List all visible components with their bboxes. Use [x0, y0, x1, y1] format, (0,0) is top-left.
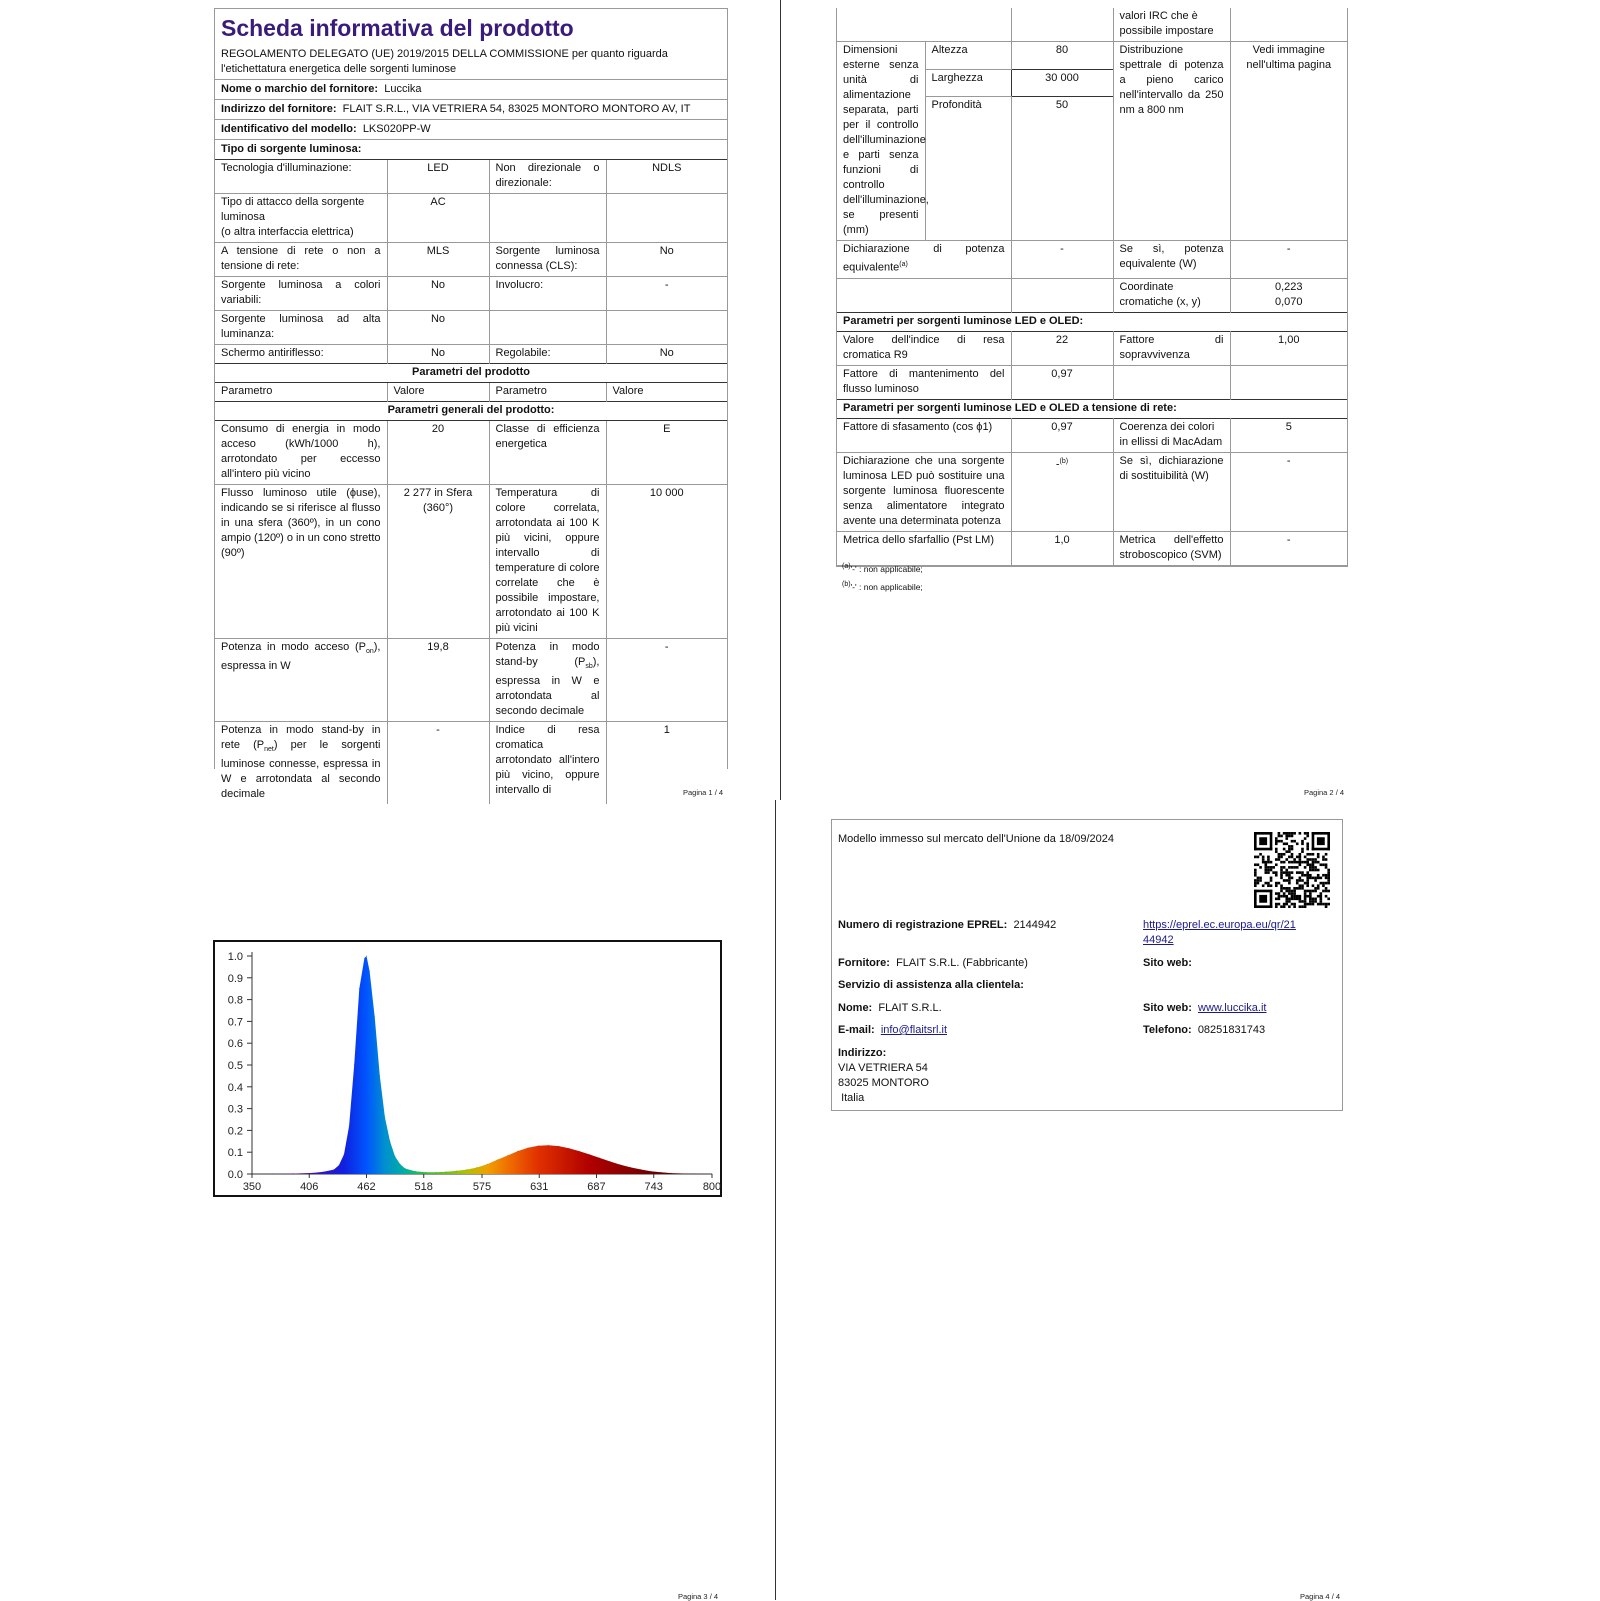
section-header: Parametri per sorgenti luminose LED e OLED a tensione di rete: — [837, 399, 1347, 418]
cell-value: No — [606, 243, 727, 277]
cell-label: Dichiarazione che una sorgente luminosa LED può sostituire una sorgente luminosa fluorescente senza alimentatore integrato avente una determinata potenza — [837, 452, 1011, 531]
data-point — [251, 1173, 252, 1174]
cell-label: Involucro: — [489, 277, 606, 311]
page-2 — [836, 8, 1348, 567]
data-point — [338, 1165, 339, 1166]
y-tick-label: 0.0 — [227, 1169, 243, 1181]
cell-label: Tipo di attacco della sorgente luminosa (o altra interfaccia elettrica) — [215, 194, 387, 243]
column-header-row — [215, 383, 727, 402]
market-date: Modello immesso sul mercato dell'Unione da 18/09/2024 — [838, 833, 1115, 845]
data-point — [292, 1173, 293, 1174]
cell-label: Sorgente luminosa a colori variabili: — [215, 277, 387, 311]
x-tick-label: 350 — [242, 1181, 262, 1193]
data-point — [425, 1172, 426, 1173]
y-tick-label: 0.6 — [227, 1038, 243, 1051]
cell-value: 0,97 — [1011, 418, 1113, 452]
y-tick-label: 0.7 — [227, 1016, 243, 1029]
address-block: Indirizzo: VIA VETRIERA 54 83025 MONTORO Italia — [838, 1047, 929, 1104]
y-tick-label: 1.0 — [227, 951, 243, 963]
table-row — [215, 345, 727, 364]
data-point — [497, 1159, 498, 1160]
data-point — [395, 1156, 396, 1157]
cell-value: E — [606, 421, 727, 485]
cell-label: A tensione di rete o non a tensione di rete: — [215, 243, 387, 277]
cell-value: 1 — [606, 722, 727, 805]
y-tick-label: 0.5 — [227, 1060, 243, 1072]
cell-label: Coerenza dei colori in ellissi di MacAdam — [1113, 418, 1230, 452]
y-tick-label: 0.9 — [227, 972, 243, 985]
name-row: Nome: FLAIT S.R.L. — [838, 1002, 942, 1014]
cell-label: Temperatura di colore correlata, arrotondata ai 100 K più vicini, oppure intervallo di temperature di colore correlate che è possibile impostare, arrotondato ai 100 K più vicini — [489, 485, 606, 639]
cell-value: 0,97 — [1011, 365, 1113, 399]
data-point — [487, 1164, 488, 1165]
data-point — [599, 1157, 600, 1158]
column-header: Parametro — [221, 385, 273, 397]
light-source-table — [215, 160, 727, 804]
cell-label — [489, 311, 606, 345]
data-point — [507, 1155, 508, 1156]
cell-label: Fattore di mantenimento del flusso luminoso — [837, 365, 1011, 399]
spectrum-area — [252, 956, 712, 1174]
cell-value: 5 — [1230, 418, 1347, 452]
data-point — [476, 1167, 477, 1168]
cell-value: No — [387, 277, 489, 311]
page-number: Pagina 2 / 4 — [1304, 788, 1345, 797]
data-point — [400, 1164, 401, 1165]
cell-value: No — [387, 345, 489, 364]
cell-value: 1,00 — [1230, 331, 1347, 365]
x-tick-label: 406 — [300, 1181, 319, 1193]
cell-label: Fattore di sopravvivenza — [1113, 331, 1230, 365]
table-row — [215, 311, 727, 345]
customer-service-label: Servizio di assistenza alla clientela: — [838, 979, 1024, 991]
cell-label: Sorgente luminosa ad alta luminanza: — [215, 311, 387, 345]
cell-label: Potenza in modo stand-by $(P_{sb})$, espressa in W e arrotondata al secondo decimale — [489, 639, 606, 722]
data-point — [579, 1151, 580, 1152]
spectral-distribution-chart — [213, 940, 722, 1197]
table-row — [837, 365, 1347, 399]
data-point — [589, 1154, 590, 1155]
data-point — [354, 1064, 355, 1065]
cell-label: Valore dell'indice di resa cromatica R9 — [843, 333, 1005, 361]
cell-label: Non direzionale o direzionale: — [489, 160, 606, 194]
table-row — [837, 531, 1347, 565]
cell-value: - — [1230, 241, 1347, 279]
data-point — [568, 1148, 569, 1149]
table-row — [215, 722, 727, 805]
cell-value: No — [606, 345, 727, 364]
x-tick-label: 462 — [357, 1181, 376, 1193]
y-tick-label: 0.1 — [227, 1147, 243, 1160]
dimension-label: Larghezza — [925, 69, 1011, 97]
cell-value: 0,223 0,070 — [1230, 278, 1347, 312]
table-row — [837, 42, 1347, 70]
cell-value — [606, 311, 727, 345]
data-point — [630, 1167, 631, 1168]
website-label: Sito web: — [1143, 957, 1192, 969]
cell-label: Distribuzione spettrale di potenza a pieno carico nell'intervallo da 250 nm a 800 nm — [1113, 42, 1230, 241]
model-id: LKS020PP-W — [362, 123, 431, 135]
cell-value: No — [387, 311, 489, 345]
cell-value: 1,0 — [1011, 531, 1113, 565]
page-divider — [775, 800, 776, 1600]
data-point — [366, 955, 367, 956]
data-point — [364, 958, 365, 959]
cell-label: Classe di efficienza energetica — [489, 421, 606, 485]
column-header: Parametro — [489, 383, 606, 402]
cell-value: - — [1230, 531, 1347, 565]
data-point — [389, 1141, 390, 1142]
data-point — [323, 1171, 324, 1172]
supplier-name-label: Nome o marchio del fornitore: — [221, 83, 379, 95]
cell-label: Se sì, potenza equivalente (W) — [1113, 241, 1230, 279]
data-point — [558, 1146, 559, 1147]
parameters-table — [837, 8, 1347, 566]
data-point — [369, 971, 370, 972]
website-row: Sito web: www.luccika.it — [1143, 1002, 1267, 1014]
cell-label: Metrica dello sfarfallio (Pst LM) — [837, 531, 1011, 565]
cell-value: 10 000 — [606, 485, 727, 639]
cell-label: Se sì, dichiarazione di sostituibilità (W) — [1113, 452, 1230, 531]
footnote-b: $^{(b)}$'-' : non applicabile; — [842, 581, 923, 592]
chart-axes — [228, 951, 721, 1193]
data-point — [374, 1016, 375, 1017]
cell-label: Sorgente luminosa connessa (CLS): — [489, 243, 606, 277]
y-tick-label: 0.2 — [227, 1125, 243, 1138]
data-point — [349, 1125, 350, 1126]
table-row — [215, 421, 727, 485]
cell-value: AC — [387, 194, 489, 243]
cell-value: LED — [387, 160, 489, 194]
cell-label: Regolabile: — [489, 345, 606, 364]
cell-value — [606, 194, 727, 243]
table-row — [215, 277, 727, 311]
email-link[interactable]: info@flaitsrl.it — [880, 1024, 947, 1036]
cell-label: Indice di resa cromatica arrotondato all'intero più vicino, oppure intervallo di — [489, 722, 606, 805]
cell-label: Metrica dell'effetto stroboscopico (SVM) — [1113, 531, 1230, 565]
x-tick-label: 631 — [530, 1181, 549, 1193]
chart-svg — [215, 942, 720, 1195]
data-point — [272, 1173, 273, 1174]
cell-label: Tecnologia d'illuminazione: — [221, 162, 352, 174]
column-header: Valore — [387, 383, 489, 402]
supplier-row: Fornitore: FLAIT S.R.L. (Fabbricante) — [838, 957, 1028, 969]
section-header: Parametri generali del prodotto: — [215, 402, 727, 421]
data-point — [711, 1173, 712, 1174]
cell-value: - — [387, 722, 489, 805]
data-point — [466, 1169, 467, 1170]
page-number: Pagina 1 / 4 — [683, 788, 724, 797]
cell-label: Potenza in modo acceso $(P_{on})$, espressa in W — [215, 639, 387, 722]
x-tick-label: 800 — [702, 1181, 722, 1193]
cell-label: Dimensioni esterne senza unità di alimentazione separata, parti per il controllo dell'illuminazione e parti senza funzioni di controllo dell'illuminazione, se presenti (mm) — [837, 42, 925, 241]
table-row — [837, 452, 1347, 531]
phone-row: Telefono: 08251831743 — [1143, 1024, 1266, 1036]
cell-value: NDLS — [606, 160, 727, 194]
data-point — [660, 1172, 661, 1173]
cell-label — [489, 194, 606, 243]
cell-value: - — [606, 639, 727, 722]
data-point — [671, 1173, 672, 1174]
supplier-address-label: Indirizzo del fornitore: — [221, 103, 337, 115]
website-link[interactable]: www.luccika.it — [1198, 1002, 1267, 1014]
qr-code-icon[interactable] — [1254, 832, 1330, 908]
dimension-value: 80 — [1011, 42, 1113, 70]
data-point — [456, 1170, 457, 1171]
email-row: E-mail: info@flaitsrl.it — [838, 1024, 947, 1036]
section-header: Parametri per sorgenti luminose LED e OLED: — [837, 312, 1347, 331]
data-point — [379, 1075, 380, 1076]
data-point — [691, 1173, 692, 1174]
table-row — [837, 331, 1347, 365]
data-point — [384, 1117, 385, 1118]
cell-label: Dichiarazione di potenza equivalente$^{(a)}$ — [837, 241, 1011, 279]
data-point — [538, 1145, 539, 1146]
model-label: Identificativo del modello: — [221, 123, 357, 135]
table-row — [837, 278, 1347, 312]
data-point — [405, 1168, 406, 1169]
table-row — [837, 241, 1347, 279]
eprel-row: Numero di registrazione EPREL: 2144942 — [838, 919, 1057, 931]
data-point — [359, 988, 360, 989]
section-header: Parametri del prodotto — [215, 364, 727, 383]
table-row — [215, 243, 727, 277]
cell-label: Fattore di sfasamento (cos ϕ1) — [843, 420, 993, 433]
supplier-name-row — [215, 79, 727, 99]
page-title: Scheda informativa del prodotto — [221, 15, 574, 41]
supplier-name: Luccika — [384, 83, 422, 95]
cell-label: valori IRC che è possibile impostare — [1113, 8, 1230, 42]
data-point — [333, 1169, 334, 1170]
cell-value: - — [1230, 452, 1347, 531]
cell-label: Consumo di energia in modo acceso (kWh/1000 h), arrotondato per eccesso all'intero più vicino — [221, 423, 381, 480]
dimension-value: 50 — [1011, 97, 1113, 241]
cell-label: Coordinate cromatiche (x, y) — [1113, 278, 1230, 312]
type-row — [215, 139, 727, 160]
model-row — [215, 119, 727, 139]
table-row — [215, 160, 727, 194]
cell-label: Schermo antiriflesso: — [215, 345, 387, 364]
eprel-link[interactable]: https://eprel.ec.europa.eu/qr/21 44942 — [1143, 919, 1296, 946]
cell-value: 22 — [1011, 331, 1113, 365]
cell-label: Flusso luminoso utile (ϕuse), indicando se si riferisce al flusso in una sfera (360º), in un cono ampio (120º) o in un cono stretto (90º) — [215, 485, 387, 639]
page-number: Pagina 3 / 4 — [678, 1592, 719, 1601]
dimension-label: Profondità — [925, 97, 1011, 241]
x-tick-label: 518 — [414, 1181, 433, 1193]
table-row — [215, 485, 727, 639]
cell-value: -$^{(b)}$ — [1011, 452, 1113, 531]
y-tick-label: 0.4 — [227, 1081, 243, 1094]
cell-label: Potenza in modo stand-by in rete $(P_{net})$ per le sorgenti luminose connesse, espressa in W e arrotondata al secondo decimale — [215, 722, 387, 805]
dimension-label: Altezza — [925, 42, 1011, 70]
eprel-number: 2144942 — [1013, 919, 1057, 931]
x-tick-label: 743 — [644, 1181, 663, 1193]
footnote-a: $^{(a)}$'-' : non applicabile; — [842, 563, 923, 574]
cell-value: - — [1011, 241, 1113, 279]
supplier-address: FLAIT S.R.L., VIA VETRIERA 54, 83025 MONTORO MONTORO AV, IT — [342, 103, 691, 115]
data-point — [446, 1171, 447, 1172]
regulation-text: REGOLAMENTO DELEGATO (UE) 2019/2015 DELLA COMMISSIONE per quanto riguarda l'etichettatura energetica delle sorgenti luminose — [221, 48, 668, 75]
data-point — [619, 1164, 620, 1165]
table-row — [837, 8, 1347, 42]
page-4 — [831, 819, 1343, 1111]
cell-value: MLS — [387, 243, 489, 277]
table-row — [837, 418, 1347, 452]
data-point — [609, 1161, 610, 1162]
supplier-address-row — [215, 99, 727, 119]
data-point — [343, 1154, 344, 1155]
y-tick-label: 0.8 — [227, 994, 243, 1007]
data-point — [548, 1145, 549, 1146]
cell-value: 20 — [387, 421, 489, 485]
cell-value: 2 277 in Sfera (360°) — [387, 485, 489, 639]
cell-value: Vedi immagine nell'ultima pagina — [1230, 42, 1347, 241]
table-row — [215, 639, 727, 722]
data-point — [313, 1172, 314, 1173]
dimension-value: 30 000 — [1011, 69, 1113, 97]
page-number: Pagina 4 / 4 — [1300, 1592, 1341, 1601]
type-label: Tipo di sorgente luminosa: — [221, 143, 362, 155]
data-point — [640, 1169, 641, 1170]
data-point — [527, 1147, 528, 1148]
data-point — [435, 1172, 436, 1173]
table-row — [215, 194, 727, 243]
column-header: Valore — [606, 383, 727, 402]
data-point — [517, 1151, 518, 1152]
page-divider — [780, 0, 781, 800]
x-tick-label: 687 — [587, 1181, 606, 1193]
chart-marks — [251, 955, 712, 1174]
cell-value: 19,8 — [387, 639, 489, 722]
data-point — [650, 1171, 651, 1172]
data-point — [415, 1171, 416, 1172]
y-tick-label: 0.3 — [227, 1103, 243, 1116]
cell-value: - — [606, 277, 727, 311]
x-tick-label: 575 — [472, 1181, 492, 1193]
